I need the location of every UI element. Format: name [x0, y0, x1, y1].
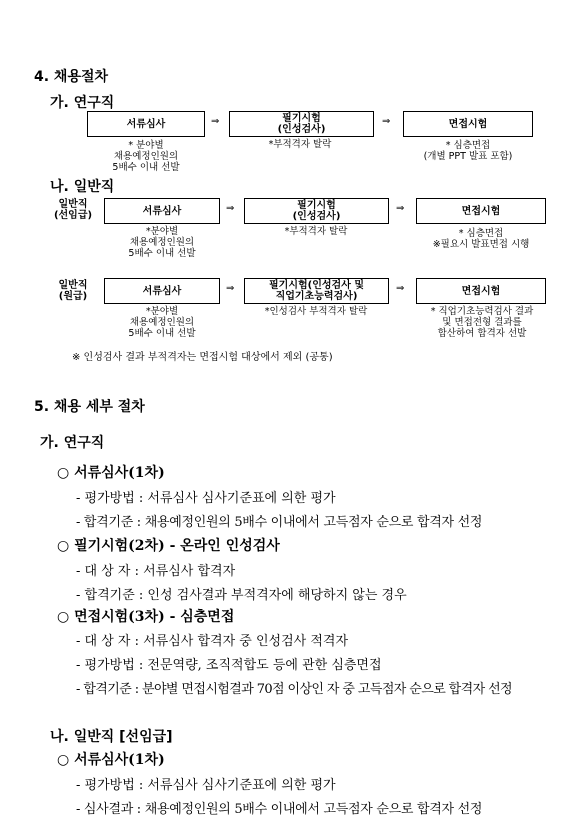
- general-title: 나. 일반직: [50, 179, 115, 195]
- research-note-interview: * 심층면접 (개별 PPT 발표 포함): [423, 140, 513, 162]
- research-interview-line-2: - 평가방법 : 전문역량, 조직적합도 등에 관한 심층면접: [76, 658, 382, 673]
- junior-label: 일반직 (원급): [58, 280, 88, 302]
- senior-note-interview: * 심층면접 ※필요시 발표면접 시행: [432, 228, 530, 250]
- senior-step-written: 필기시험 (인성검사): [244, 198, 389, 224]
- senior-label: 일반직 (선임급): [53, 199, 93, 221]
- flow-arrow: ⇒: [226, 203, 235, 214]
- research-doc-heading: ○ 서류심사(1차): [57, 465, 165, 481]
- flow-arrow: ⇒: [396, 203, 405, 214]
- junior-note-written: *인성검사 부적격자 탈락: [264, 306, 368, 317]
- research-doc-line-1: - 평가방법 : 서류심사 심사기준표에 의한 평가: [76, 491, 336, 506]
- research-title: 가. 연구직: [50, 95, 115, 111]
- research-written-line-2: - 합격기준 : 인성 검사결과 부적격자에 해당하지 않는 경우: [76, 588, 407, 603]
- junior-step-interview: 면접시험: [416, 278, 546, 304]
- section-4-title: 4. 채용절차: [34, 69, 109, 85]
- senior-note-written: *부적격자 탈락: [284, 226, 348, 237]
- junior-step-document: 서류심사: [104, 278, 220, 304]
- detail-general-title: 나. 일반직 [선임급]: [50, 729, 173, 745]
- research-interview-line-1: - 대 상 자 : 서류심사 합격자 중 인성검사 적격자: [76, 634, 349, 649]
- research-written-heading: ○ 필기시험(2차) - 온라인 인성검사: [57, 538, 280, 554]
- general-doc-heading: ○ 서류심사(1차): [57, 752, 165, 768]
- detail-research-title: 가. 연구직: [40, 435, 105, 451]
- research-interview-heading: ○ 면접시험(3차) - 심층면접: [57, 609, 235, 625]
- research-doc-line-2: - 합격기준 : 채용예정인원의 5배수 이내에서 고득점자 순으로 합격자 선정: [76, 515, 483, 530]
- flow-arrow: ⇒: [211, 116, 220, 127]
- research-interview-line-3: - 합격기준 : 분야별 면접시험결과 70점 이상인 자 중 고득점자 순으로 합격자 선정: [76, 682, 513, 697]
- general-doc-line-1: - 평가방법 : 서류심사 심사기준표에 의한 평가: [76, 778, 336, 793]
- junior-note-document: *분야별 채용예정인원의 5배수 이내 선발: [128, 306, 196, 339]
- research-step-written: 필기시험 (인성검사): [229, 111, 374, 137]
- research-written-line-1: - 대 상 자 : 서류심사 합격자: [76, 564, 236, 579]
- junior-step-written: 필기시험(인성검사 및 직업기초능력검사): [244, 278, 389, 304]
- research-note-document: * 분야별 채용예정인원의 5배수 이내 선발: [112, 140, 180, 173]
- research-step-document: 서류심사: [87, 111, 205, 137]
- research-step-interview: 면접시험: [403, 111, 533, 137]
- flow-arrow: ⇒: [382, 116, 391, 127]
- senior-note-document: *분야별 채용예정인원의 5배수 이내 선발: [128, 226, 196, 259]
- section-5-title: 5. 채용 세부 절차: [34, 399, 145, 415]
- research-note-written: *부적격자 탈락: [268, 139, 332, 150]
- junior-note-interview: * 직업기초능력검사 결과 및 면접전형 결과를 합산하여 합격자 선발: [430, 306, 534, 339]
- flow-arrow: ⇒: [226, 283, 235, 294]
- senior-step-document: 서류심사: [104, 198, 220, 224]
- general-doc-line-2: - 심사결과 : 채용예정인원의 5배수 이내에서 고득점자 순으로 합격자 선정: [76, 802, 483, 817]
- senior-step-interview: 면접시험: [416, 198, 546, 224]
- common-footnote: ※ 인성검사 결과 부적격자는 면접시험 대상에서 제외 (공통): [72, 352, 333, 363]
- flow-arrow: ⇒: [396, 283, 405, 294]
